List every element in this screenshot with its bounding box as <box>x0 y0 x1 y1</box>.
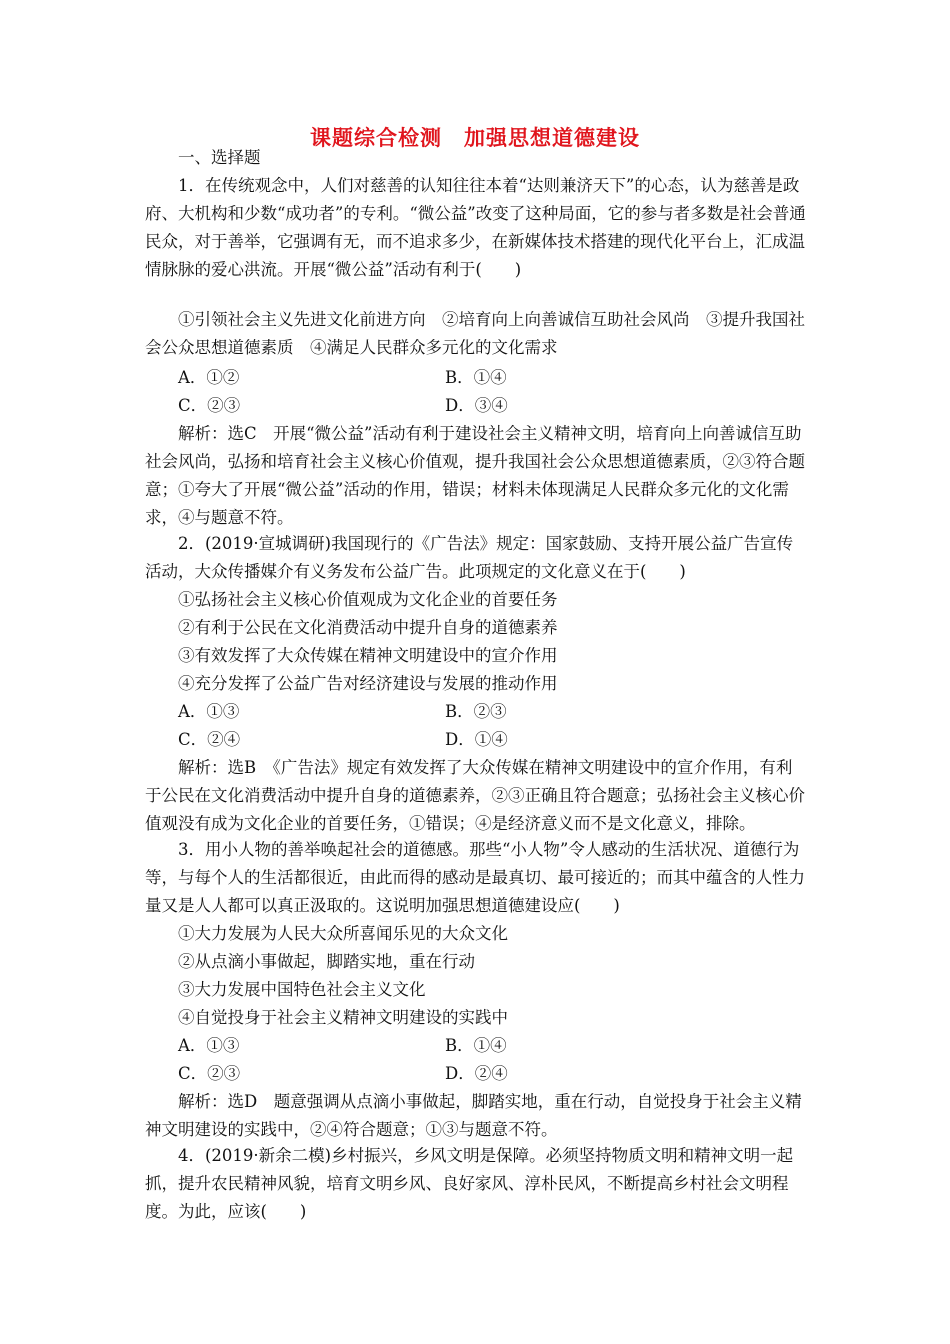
q2-option-c: C．②④ <box>178 730 241 749</box>
q2-option-d: D．①④ <box>445 730 508 749</box>
q2-item-1: ①弘扬社会主义核心价值观成为文化企业的首要任务 <box>178 590 558 609</box>
q1-option-d: D．③④ <box>445 396 508 415</box>
q3-option-b: B．①④ <box>445 1036 507 1055</box>
q1-stem: 1．在传统观念中，人们对慈善的认知往往本着“达则兼济天下”的心态，认为慈善是政府、大机构和少数“成功者”的专利。“微公益”改变了这种局面，它的参与者多数是社会普通民众，对于善举，它强调有无，而不追求多少，在新媒体技术搭建的现代化平台上，汇成温情脉脉的爱心洪流。开展“微公益”活动有利于( ) <box>145 176 806 279</box>
q1-option-a: A．①② <box>178 368 240 387</box>
q3-option-c: C．②③ <box>178 1064 241 1083</box>
q2-item-3: ③有效发挥了大众传媒在精神文明建设中的宣介作用 <box>178 646 558 665</box>
q4-stem: 4．(2019·新余二模)乡村振兴，乡风文明是保障。必须坚持物质文明和精神文明一起抓，提升农民精神风貌，培育文明乡风、良好家风、淳朴民风，不断提高乡村社会文明程度。为此，应该( ) <box>145 1146 794 1221</box>
q3-item-2: ②从点滴小事做起，脚踏实地，重在行动 <box>178 952 475 971</box>
q1-option-c: C．②③ <box>178 396 241 415</box>
q2-stem: 2．(2019·宣城调研)我国现行的《广告法》规定：国家鼓励、支持开展公益广告宣传活动，大众传播媒介有义务发布公益广告。此项规定的文化意义在于( ) <box>145 534 794 581</box>
section-heading: 一、选择题 <box>178 148 261 167</box>
q3-analysis: 解析：选D 题意强调从点滴小事做起，脚踏实地，重在行动，自觉投身于社会主义精神文明建设的实践中，②④符合题意；①③与题意不符。 <box>145 1092 802 1139</box>
q1-items: ①引领社会主义先进文化前进方向 ②培育向上向善诚信互助社会风尚 ③提升我国社会公众思想道德素质 ④满足人民群众多元化的文化需求 <box>145 310 805 357</box>
q2-option-a: A．①③ <box>178 702 240 721</box>
page-title: 课题综合检测 加强思想道德建设 <box>310 126 640 150</box>
q3-option-d: D．②④ <box>445 1064 508 1083</box>
q3-item-3: ③大力发展中国特色社会主义文化 <box>178 980 426 999</box>
q3-stem: 3．用小人物的善举唤起社会的道德感。那些“小人物”令人感动的生活状况、道德行为等，与每个人的生活都很近，由此而得的感动是最真切、最可接近的；而其中蕴含的人性力量又是人人都可以真正汲取的。这说明加强思想道德建设应( ) <box>145 840 805 915</box>
q1-option-b: B．①④ <box>445 368 507 387</box>
q2-item-4: ④充分发挥了公益广告对经济建设与发展的推动作用 <box>178 674 558 693</box>
q3-option-a: A．①③ <box>178 1036 240 1055</box>
q2-option-b: B．②③ <box>445 702 507 721</box>
q3-item-4: ④自觉投身于社会主义精神文明建设的实践中 <box>178 1008 508 1027</box>
q3-item-1: ①大力发展为人民大众所喜闻乐见的大众文化 <box>178 924 508 943</box>
q1-analysis: 解析：选C 开展“微公益”活动有利于建设社会主义精神文明，培育向上向善诚信互助社会风尚，弘扬和培育社会主义核心价值观，提升我国社会公众思想道德素质，②③符合题意；①夸大了开展“微公益”活动的作用，错误；材料未体现满足人民群众多元化的文化需求，④与题意不符。 <box>145 424 805 527</box>
q2-item-2: ②有利于公民在文化消费活动中提升自身的道德素养 <box>178 618 558 637</box>
q2-analysis: 解析：选B 《广告法》规定有效发挥了大众传媒在精神文明建设中的宣介作用，有利于公民在文化消费活动中提升自身的道德素养，②③正确且符合题意；弘扬社会主义核心价值观没有成为文化企业的首要任务，①错误；④是经济意义而不是文化意义，排除。 <box>145 758 805 833</box>
